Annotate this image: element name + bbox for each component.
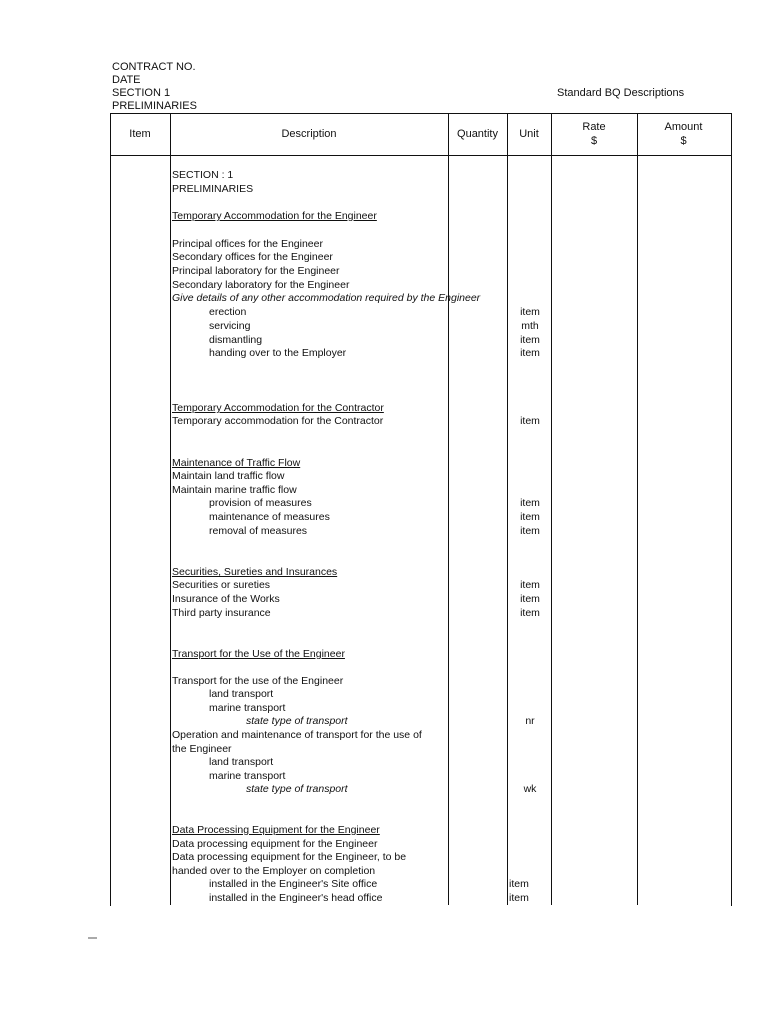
unit-cell: item: [520, 497, 540, 509]
column-divider: [637, 113, 638, 905]
unit-cell: wk: [523, 783, 537, 795]
subsection-heading: Transport for the Use of the Engineer: [172, 648, 345, 660]
description-line: marine transport: [209, 702, 286, 714]
description-line: removal of measures: [209, 525, 308, 537]
unit-cell: item: [520, 511, 540, 523]
unit-cell: item: [520, 347, 540, 359]
description-line: Transport for the use of the Engineer: [172, 675, 344, 687]
rate-currency: $: [590, 135, 598, 147]
bq-table: [110, 113, 732, 906]
unit-cell: item: [520, 334, 540, 346]
subsection-heading: Maintenance of Traffic Flow: [172, 457, 301, 469]
description-line: Data processing equipment for the Engineer, to be: [172, 851, 407, 863]
unit-cell: mth: [521, 320, 539, 332]
description-line: the Engineer: [172, 743, 232, 755]
column-header-amount: [637, 113, 730, 155]
description-line: Principal offices for the Engineer: [172, 238, 323, 250]
column-divider: [551, 113, 552, 905]
column-header-item: Item: [129, 128, 151, 140]
description-line: installed in the Engineer's Site office: [209, 878, 378, 890]
column-divider: [507, 113, 508, 905]
subsection-heading: Securities, Sureties and Insurances: [172, 566, 338, 578]
description-line: Data processing equipment for the Engineer: [172, 838, 378, 850]
unit-cell: item: [520, 593, 540, 605]
section-label: SECTION 1: [112, 87, 171, 99]
date-label: DATE: [112, 74, 141, 86]
unit-cell: item: [520, 607, 540, 619]
description-line: land transport: [209, 756, 274, 768]
description-line: Insurance of the Works: [172, 593, 280, 605]
subsection-heading: Temporary Accommodation for the Contractor: [172, 402, 384, 414]
description-line: installed in the Engineer's head office: [209, 892, 383, 904]
description-line: SECTION : 1: [172, 169, 234, 181]
column-header-unit: Unit: [519, 128, 539, 140]
description-line: Secondary laboratory for the Engineer: [172, 279, 350, 291]
unit-cell: nr: [525, 715, 535, 727]
unit-cell: item: [520, 525, 540, 537]
description-line: Maintain marine traffic flow: [172, 484, 297, 496]
description-line: Maintain land traffic flow: [172, 470, 285, 482]
unit-cell: item: [520, 579, 540, 591]
description-note: state type of transport: [246, 715, 348, 727]
column-divider: [170, 113, 171, 905]
document-header: [112, 61, 197, 113]
description-line: provision of measures: [209, 497, 312, 509]
description-line: Secondary offices for the Engineer: [172, 251, 333, 263]
description-line: Principal laboratory for the Engineer: [172, 265, 340, 277]
unit-cell: item: [509, 892, 529, 904]
description-note: state type of transport: [246, 783, 348, 795]
description-line: Securities or sureties: [172, 579, 271, 591]
preliminaries-label: PRELIMINARIES: [112, 100, 197, 112]
description-line: Temporary accommodation for the Contractor: [172, 415, 384, 427]
scan-artifact: [88, 937, 97, 939]
amount-label: Amount: [664, 121, 703, 133]
unit-cell: item: [520, 306, 540, 318]
description-note: Give details of any other accommodation required by the Engineer: [172, 292, 481, 304]
column-divider: [448, 113, 449, 905]
unit-cell: item: [509, 878, 529, 890]
subsection-heading: Temporary Accommodation for the Engineer: [172, 210, 377, 222]
description-line: erection: [209, 306, 247, 318]
description-line: servicing: [209, 320, 251, 332]
description-line: dismantling: [209, 334, 263, 346]
column-header-description: Description: [281, 128, 337, 140]
description-line: maintenance of measures: [209, 511, 330, 523]
column-header-quantity: Quantity: [457, 128, 498, 140]
rate-label: Rate: [582, 121, 606, 133]
amount-currency: $: [680, 135, 687, 147]
description-line: marine transport: [209, 770, 286, 782]
description-line: land transport: [209, 688, 274, 700]
unit-cell: item: [520, 415, 540, 427]
column-header-rate: [551, 113, 637, 155]
contract-no-label: CONTRACT NO.: [112, 61, 196, 73]
description-line: Third party insurance: [172, 607, 271, 619]
description-line: handed over to the Employer on completion: [172, 865, 376, 877]
standard-bq-title: Standard BQ Descriptions: [557, 87, 685, 99]
description-line: handing over to the Employer: [209, 347, 347, 359]
description-line: PRELIMINARIES: [172, 183, 254, 195]
description-line: Operation and maintenance of transport for the use of: [172, 729, 422, 741]
subsection-heading: Data Processing Equipment for the Engineer: [172, 824, 380, 836]
